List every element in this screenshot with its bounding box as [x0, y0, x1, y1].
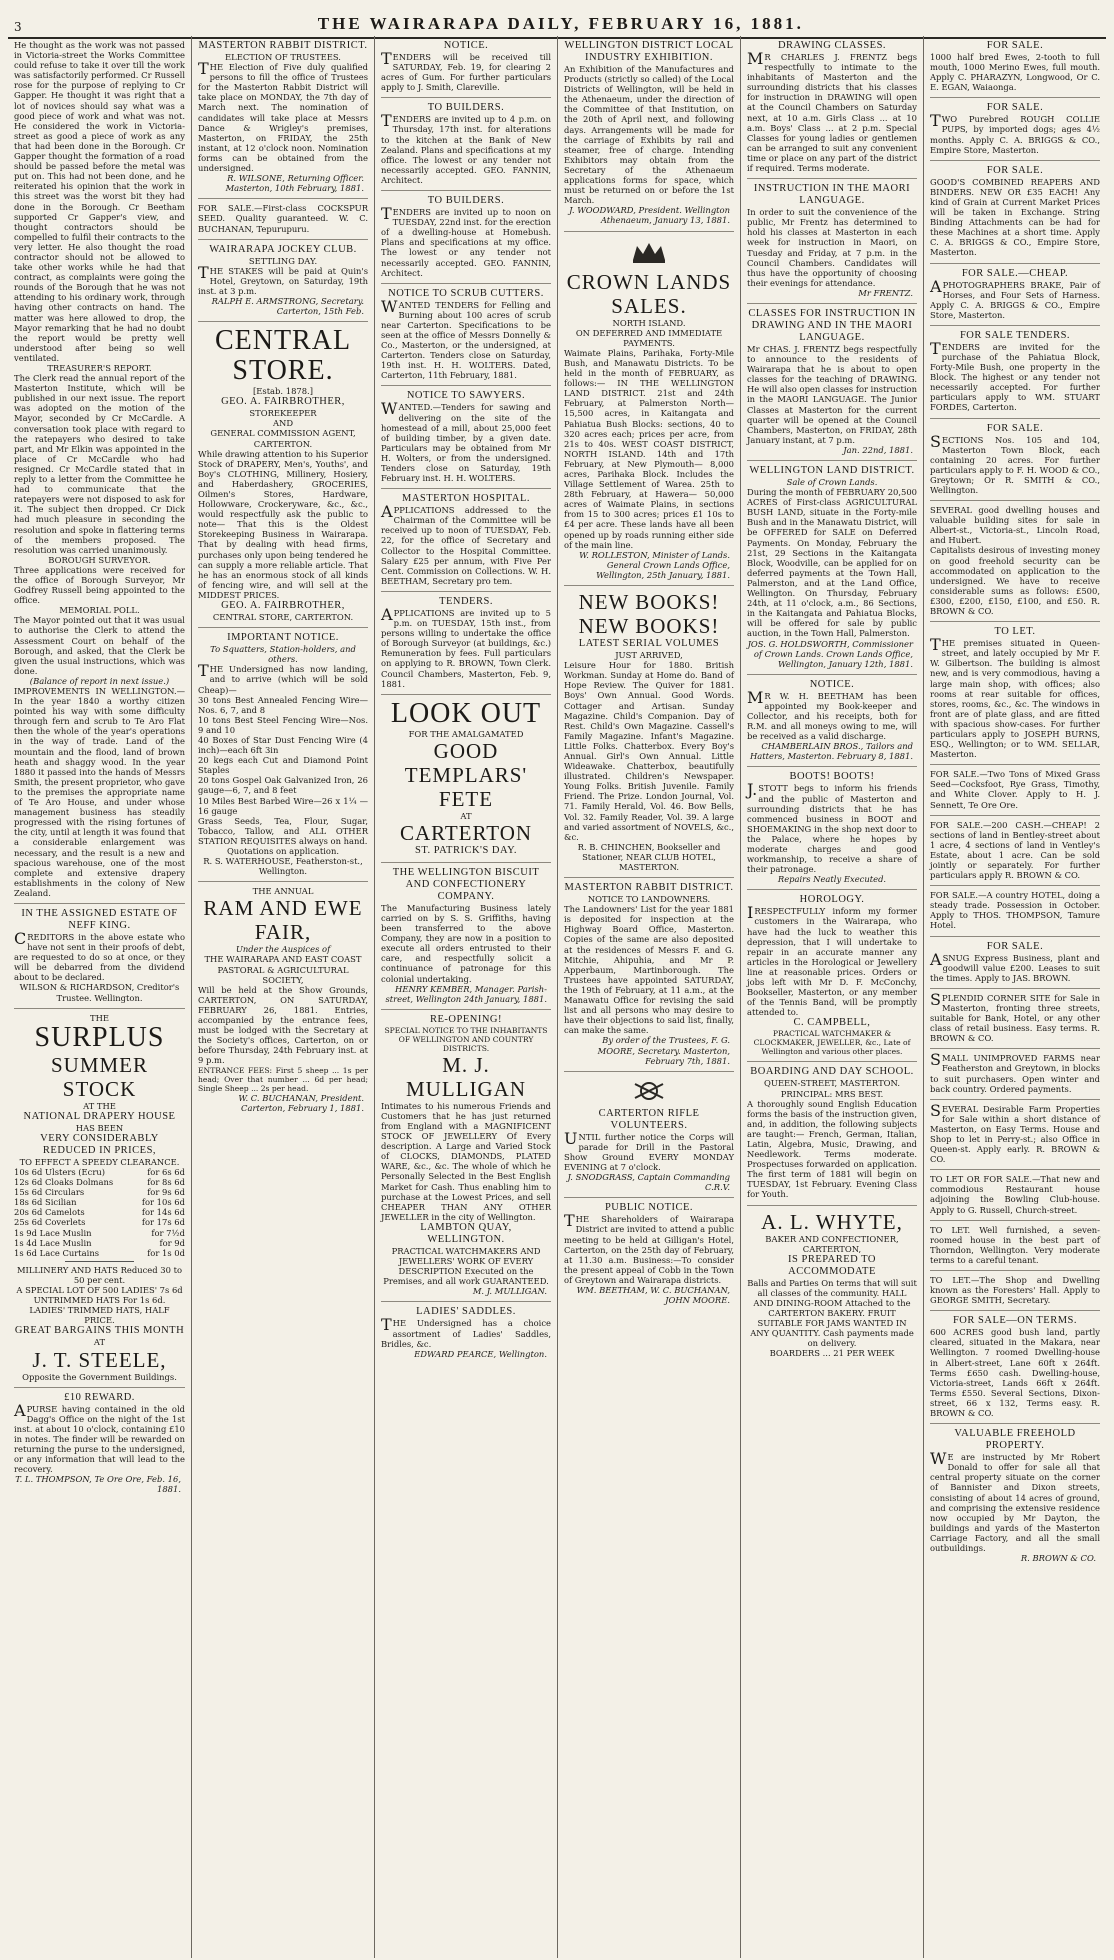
- ad-role: BAKER AND CONFECTIONER, CARTERTON,: [765, 1233, 899, 1254]
- ad-and: AND: [272, 418, 294, 429]
- ad-title: BOARDING AND DAY SCHOOL.: [750, 1066, 914, 1078]
- divider: [65, 1261, 133, 1262]
- ad-crown-lands: [564, 232, 734, 587]
- ad-title: CROWN LANDS SALES.: [566, 269, 732, 318]
- ad-bargains: GREAT BARGAINS THIS MONTH: [14, 1325, 185, 1337]
- ad-tenders: [381, 592, 551, 695]
- ad-title: NOTICE.: [443, 40, 489, 51]
- price-row: [14, 1248, 185, 1258]
- price-item: 20s 6d Camelots: [14, 1207, 85, 1218]
- ad-note: Repairs Neatly Executed.: [777, 874, 887, 885]
- ad-body: ASNUG Express Business, plant and goodwill value £200. Leases to suit the times. Apply to JAS. BROWN.: [930, 949, 1100, 983]
- ad-address: LAMBTON QUAY, WELLINGTON.: [420, 1221, 512, 1245]
- ad-title: RE-OPENING!: [430, 1013, 502, 1025]
- ad-body: CREDITORS in the above estate who have not sent in their proofs of debt, are requested to do so at once, or they will be debarred from the dividend about to be declared.: [14, 928, 185, 983]
- ad-body: TENDERS will be received till SATURDAY, Feb. 19, for clearing 2 acres of Gum. For further particulars apply to J. Smith, Clareville.: [381, 49, 551, 93]
- ad-body: MR W. H. BEETHAM has been appointed my Book-keeper and Collector, and his receipts, both for R.M. and all moneys owing to me, will be received as a valid discharge.: [747, 687, 917, 742]
- ad-subtitle: SPECIAL NOTICE TO THE INHABITANTS OF WELLINGTON AND COUNTRY DISTRICTS.: [384, 1025, 548, 1053]
- ad-sale-collie: [930, 98, 1100, 160]
- price-row: [14, 1177, 185, 1187]
- ad-agent: GENERAL COMMISSION AGENT,: [210, 428, 356, 439]
- ad-principal: PRINCIPAL: MRS BEST.: [780, 1088, 884, 1099]
- ad-subtitle: Sale of Crown Lands.: [786, 477, 878, 487]
- ad-foresters-hall: [930, 1271, 1100, 1311]
- ad-grass-seed: [930, 765, 1100, 815]
- ad-signature: CHAMBERLAIN BROS., Tailors and Hatters, Masterton. February 8, 1881.: [749, 741, 913, 762]
- ad-boarding-school: [747, 1062, 917, 1205]
- ad-title: MASTERTON RABBIT DISTRICT.: [198, 40, 368, 51]
- ad-title: CARTERTON RIFLE VOLUNTEERS.: [598, 1107, 700, 1131]
- ad-signature: R. B. CHINCHEN, Bookseller and Stationer, NEAR CLUB HOTEL, MASTERTON.: [577, 841, 721, 872]
- ad-title: LADIES' SADDLES.: [416, 1306, 516, 1318]
- ad-body: WANTED.—Tenders for sawing and delivering on the site of the homestead of a mill, about 25,000 feet of building timber, by a given date. Particulars may be obtained from Mr H. Wolters, or from the undersigned. Tenders close on Saturday, 19th February inst. H. H. WOLTERS.: [381, 399, 551, 484]
- price-row: [14, 1217, 185, 1227]
- price-value: for 8s 6d: [147, 1177, 185, 1188]
- ad-body: 1000 half bred Ewes, 2-tooth to full mouth, 1000 Merino Ewes, full mouth. Apply C. PHARAZYN, Longwood, Or C. E. EGAN, Waiaonga.: [930, 52, 1100, 93]
- ad-title: MASTERTON RABBIT DISTRICT.: [564, 882, 734, 894]
- ad-dwelling-houses: [930, 501, 1100, 622]
- newspaper-title: THE WAIRARAPA DAILY, FEBRUARY 16, 1881.: [317, 14, 804, 33]
- ad-house-to-let: [930, 1221, 1100, 1271]
- price-item: 1s 4d Lace Muslin: [14, 1237, 92, 1248]
- ad-signature: R. BROWN & CO.: [1020, 1553, 1096, 1564]
- ad-title: THE WELLINGTON BISCUIT AND CONFECTIONERY COMPANY.: [392, 866, 540, 902]
- column-1: [8, 36, 191, 1958]
- wire-item: 30 tons Best Annealed Fencing Wire—Nos. 6, 7, and 8: [198, 694, 368, 715]
- ad-to-builders-1: [381, 98, 551, 191]
- ad-signature: Mr FRENTZ.: [858, 287, 913, 298]
- article-subhead: TREASURER'S REPORT.: [47, 363, 152, 373]
- ad-signature: J. SNODGRASS, Captain Commanding C.R.V.: [567, 1172, 730, 1193]
- ad-title: TENDERS.: [439, 595, 493, 607]
- ad-central-store: [198, 322, 368, 628]
- ad-scrub-cutters: [381, 284, 551, 387]
- ad-society: THE WAIRARAPA AND EAST COAST PASTORAL & AGRICULTURAL SOCIETY,: [204, 954, 362, 985]
- ad-unimproved-farms: [930, 1049, 1100, 1099]
- ad-body: During the month of FEBRUARY 20,500 ACRES of First-class AGRICULTURAL BUSH LAND, situate in the Forty-mile Bush and in the Manawatu District, will be OFFERED for SALE on Deferred Payments. On Monday, February the 21st, 29 Sections in the Kaitangata Block, Woodville, can be applied for on deferred payments at the Town Hall, Palmerston, and at the Land Office, Wellington. On Thursday, February 24th, at 11 o'clock, a.m., 86 Sections, in the Kaitangata and Pahiatua Blocks, will be offered for sale by public auction, in the Town Hall, Palmerston.: [747, 487, 917, 639]
- ad-watchmakers: PRACTICAL WATCHMAKERS AND JEWELLERS' WORK OF EVERY DESCRIPTION Executed on the Premises, and all work GUARANTEED.: [383, 1245, 549, 1287]
- ad-classes: [747, 304, 917, 461]
- ad-title: DRAWING CLASSES.: [777, 40, 887, 51]
- ad-body: SEVERAL good dwelling houses and valuable building sites for sale in Albert-st., Victoria-st., Lincoln Road, and Hubert.: [930, 505, 1100, 546]
- price-row: [14, 1238, 185, 1248]
- ad-body: In order to suit the convenience of the public, Mr Frentz has determined to hold his classes at Masterton in each week for instruction in Maori, on Tuesday and Friday, at 7 p.m. in the Council Chambers. Candidates will thus have the opportunity of choosing their evenings for attendance.: [747, 207, 917, 288]
- ad-effect: TO EFFECT A SPEEDY CLEARANCE.: [19, 1156, 180, 1167]
- price-value: for 10s 6d: [141, 1197, 185, 1208]
- ad-subtitle: SETTLING DAY.: [248, 255, 318, 266]
- ad-public-notice: [564, 1198, 734, 1310]
- ad-body: FOR SALE.—A country HOTEL, doing a steady trade. Possession in October. Apply to THOS. THOMPSON, Tamure Hotel.: [930, 890, 1100, 931]
- ad-note: Grass Seeds, Tea, Flour, Sugar, Tobacco, Tallow, and ALL OTHER STATION REQUISITES always on hand.: [198, 815, 368, 846]
- ad-title: TO BUILDERS.: [427, 195, 505, 207]
- ad-kicker: THE: [89, 1012, 109, 1023]
- ad-title: NEW BOOKS! NEW BOOKS!: [578, 590, 720, 639]
- ad-body: Capitalists desirous of investing money on good freehold security can be accommodated on application to the undersigned. We have to receive considerable sums as follows: £500, £300, £200, £150, £100, and £50. R. BROWN & CO.: [930, 545, 1100, 617]
- ad-body: Intimates to his numerous Friends and Customers that he has just returned from England with a MAGNIFICENT STOCK OF JEWELLERY Of Every description. A Large and Varied Stock of CLOCKS, DIAMONDS, PLATED WARE, &c., &c. The whole of which he Personally Selected in the Best English Market for Cash. Thus enabling him to purchase at the Lowest Prices, and sell CHEAPER THAN ANY OTHER JEWELLER in the city of Wellington.: [381, 1100, 551, 1222]
- price-row: [14, 1228, 185, 1238]
- price-item: 1s 9d Lace Muslin: [14, 1227, 92, 1238]
- ad-signature: EDWARD PEARCE, Wellington.: [414, 1348, 547, 1359]
- ad-body: Waimate Plains, Parihaka, Forty-Mile Bush, and Manawatu Districts. To be held in the month of FEBRUARY, as follows:— IN THE WELLINGTON LAND DISTRICT. 21st and 24th February, at Palmerston North— 15,500 acres, in Kaitangata and Pahiatua Bush Blocks: sections, 40 to 320 acres each; prices per acre, from 21s to 40s. WEST COAST DISTRICT, NORTH ISLAND. 14th and 17th February, at New Plymouth— 8,000 acres, Parihaka Block. Includes the Village Settlement of Warea. 25th to 28th February, at Hawera— 50,000 acres of Waimate Plains, in sections from 15 to 300 acres; prices £1 10s to £4 per acre. These lands have all been opened up by roads running either side of the main line.: [564, 347, 734, 550]
- ad-title: CENTRAL STORE.: [214, 325, 352, 387]
- ad-title: WAIRARAPA JOCKEY CLUB.: [209, 243, 357, 255]
- price-value: for 17s 6d: [141, 1217, 185, 1228]
- ad-body: MR CHARLES J. FRENTZ begs respectfully to intimate to the inhabitants of Masterton and the surrounding districts that his classes for instruction in DRAWING will open at the Council Chambers on Saturday next, at 10 a.m. Girls Class ... at 10 a.m. Boys' Class ... at 2 p.m. Special Classes for young ladies or gentlemen can be arranged to suit any convenient time or place on any part of the district if required. Terms moderate.: [747, 49, 917, 174]
- ad-body: FOR SALE.—200 CASH.—CHEAP! 2 sections of land in Bentley-street about 1 acre, 4 sections of land in Ventley's Estate, about 1 acre. Can be sold jointly or separately. For further particulars apply R. BROWN & CO.: [930, 819, 1100, 881]
- ad-templars-fete: [381, 695, 551, 863]
- ad-subtitle: ELECTION OF TRUSTEES.: [225, 52, 341, 62]
- ad-freehold-property: [930, 1424, 1100, 1568]
- ad-body: TENDERS are invited up to noon on TUESDAY, 22nd inst. for the erection of a dwelling-house at Homebush. Plans and specifications at my office. The lowest or any tender not necessarily accepted. GEO. FANNIN, Architect.: [381, 204, 551, 278]
- ad-sale-cheap: [930, 816, 1100, 887]
- ad-millinery: MILLINERY AND HATS Reduced 30 to 50 per cent.: [16, 1264, 183, 1285]
- ad-mulligan-jeweller: [381, 1010, 551, 1303]
- ad-title: FOR SALE.—CHEAP.: [961, 267, 1069, 279]
- ad-body: TO LET.—The Shop and Dwelling known as the Foresters' Hall. Apply to GEORGE SMITH, Secretary.: [930, 1275, 1100, 1306]
- ad-title: FOR SALE TENDERS.: [959, 329, 1071, 341]
- price-value: for 6s 6d: [147, 1167, 185, 1177]
- ad-reward: [14, 1388, 185, 1500]
- ad-subtitle: NOTICE TO LANDOWNERS.: [587, 894, 711, 905]
- ad-new-books: [564, 586, 734, 878]
- price-item: 12s 6d Cloaks Dolmans: [14, 1177, 114, 1188]
- article-body: The Clerk read the annual report of the Masterton Institute, which will be published in our next issue. The report was adopted on the motion of the Mayor, seconded by Cr McCardle. A conversation took place with regard to the ratepayers who desired to take part, and Mr Elkin was appointed in the place of Cr McCardle who had resigned. Cr McCardle stated that in reply to a letter from the Committee he had to communicate that the ratepayers were not disposed to ask for it. The subject then dropped. Cr Dick had much pleasure in seconding the resolution and spoke in flattering terms of the members proposed. The resolution was carried unanimously.: [14, 373, 185, 555]
- ad-body: The Manufacturing Business lately carried on by S. S. Griffiths, having been transferred to the above Company, they are now in a position to execute all orders entrusted to their care, and respectfully solicit a continuance of patronage for this colonial undertaking.: [381, 902, 551, 984]
- ad-town: CARTERTON.: [253, 438, 313, 449]
- ad-signature: R. S. WATERHOUSE, Featherston-st., Wellington.: [203, 856, 363, 877]
- ad-body: SEVERAL Desirable Farm Properties for Sale within a short distance of Masterton, on Easy Terms. House and Shop to let in Perry-st.; also Office in Queen-st. Apply early. R. BROWN & CO.: [930, 1100, 1100, 1165]
- ad-horology: [747, 890, 917, 1062]
- ad-kicker: AT: [460, 810, 472, 821]
- ad-body: TO LET. Well furnished, a seven-roomed house in the best part of Thorndon, Wellington. Very moderate terms to a careful tenant.: [930, 1224, 1100, 1265]
- ad-body: SPLENDID CORNER SITE for Sale in Masterton, fronting three streets, suitable for Bank, Hotel, or any other class of retail business. Easy terms. R. BROWN & CO.: [930, 989, 1100, 1044]
- ad-address: Opposite the Government Buildings.: [22, 1371, 177, 1382]
- ad-owner: GEO. A. FAIRBROTHER,: [221, 396, 345, 408]
- ad-body: Balls and Parties On terms that will suit all classes of the community. HALL AND DINING-ROOM Attached to the CARTERTON BAKERY. FRUIT SUITABLE FOR JAMS WANTED IN ANY QUANTITY. Cash payments made on delivery.: [747, 1277, 917, 1349]
- ad-established: [Estab. 1878.]: [253, 386, 313, 397]
- ad-signature: JOS. G. HOLDSWORTH, Commissioner of Crown Lands. Crown Lands Office, Wellington, January 12th, 1881.: [747, 638, 913, 669]
- price-value: for 1s 0d: [147, 1247, 185, 1258]
- ad-boarders: BOARDERS ... 21 PER WEEK: [769, 1348, 895, 1359]
- ad-sale-on-terms: [930, 1311, 1100, 1424]
- ad-to-builders-2: [381, 191, 551, 284]
- ad-signature: R. WILSONE, Returning Officer. Masterton, 10th February, 1881.: [225, 173, 364, 194]
- ad-title: NOTICE TO SAWYERS.: [406, 390, 526, 402]
- wire-item: 10 Miles Best Barbed Wire—26 x 1¼ —16 gauge: [198, 795, 368, 816]
- ad-title: NOTICE.: [809, 678, 855, 690]
- ad-ladies-saddles: [381, 1302, 551, 1363]
- ad-address: CENTRAL STORE, CARTERTON.: [212, 612, 354, 623]
- ad-body: WE are instructed by Mr Robert Donald to offer for sale all that central property situate on the corner of Bannister and Dixon streets, consisting of about 14 acres of ground, and comprising the extensive residence now occupied by Mr Dayton, the buildings and yards of the Masterton Carriage Factory, and all the small outbuildings.: [930, 1449, 1100, 1553]
- ad-title: PUBLIC NOTICE.: [604, 1202, 694, 1214]
- ad-body: TO LET OR FOR SALE.—That new and commodious Restaurant house adjoining the Bowling Club-house. Apply to G. Russell, Church-street.: [930, 1174, 1100, 1215]
- ad-special-lot: A SPECIAL LOT OF 500 LADIES' 7s 6d UNTRIMMED HATS For 1s 6d.: [16, 1285, 183, 1306]
- ad-body: FOR SALE.—First-class COCKSPUR SEED. Quality guaranteed. W. C. BUCHANAN, Tepurupuru.: [198, 203, 368, 234]
- ad-body: 600 ACRES good bush land, partly cleared, situated in the Makara, near Wellington. 7 roomed Dwelling-house in Albert-street, Lane 60ft x 264ft. Terms £650 cash. Dwelling-house, Victoria-street, Lands 66ft x 264ft. Terms £550. Several Sections, Dixon-street, 66 x 132, Terms easy. R. BROWN & CO.: [930, 1327, 1100, 1419]
- article-body: He thought as the work was not passed in Victoria-street the Works Committee could refuse to take it over till the work was satisfactorily performed. Cr Russell rose for the purpose of replying to Cr Gapper. He thought it was right that a lot of novices should say what was a good piece of work and what was not. He considered the work in Victoria-street as good a piece of work as any that had been done in the Borough. Cr Gapper thought the formation of a road should be passed before the metal was put on. This had not been done, and he reiterated his opinion that the work in this street was the worst bit they had done in the Borough. Cr Beetham supported Cr Gapper's view, and thought contractors should be compelled to fulfil their contracts to the very letter. He also thought the road contractor should not be allowed to take other works while he had that contract, as complaints were going the rounds of the Borough that he was not attending to his ordinary work, through having other contracts on hand. The matter was here allowed to drop, the Mayor remarking that he had no doubt the report would be pretty well understood after being so well ventilated.: [14, 40, 185, 363]
- ad-title: FOR SALE—ON TERMS.: [952, 1315, 1078, 1327]
- ad-body: An Exhibition of the Manufactures and Products (strictly so called) of the Local Districts of Wellington, will be held in the Athenaeum, under the direction of the Committee of that Institution, on the 20th of April next, and following days. Arrangements will be made for the carriage of Exhibits by rail and steamer, free of charge. Intending Exhibitors may obtain from the Secretary of the Athenaeum applications forms for space, which must be returned on or before the 1st March.: [564, 64, 734, 206]
- ad-body: THE STAKES will be paid at Quin's Hotel, Greytown, on Saturday, 19th inst. at 3 p.m.: [198, 262, 368, 296]
- ad-subtitle: To Squatters, Station-holders, and others.: [210, 644, 356, 665]
- price-value: for 14s 6d: [141, 1207, 185, 1218]
- price-list: [14, 1167, 185, 1258]
- article-body: The Mayor pointed out that it was usual to authorise the Clerk to attend the Assessment Court on behalf of the Borough, and asked, that the Clerk be given the usual instructions, which was done.: [14, 615, 185, 676]
- ad-rabbit-landowners: [564, 878, 734, 1072]
- ad-title: FOR SALE.: [986, 164, 1044, 176]
- ad-title: LOOK OUT: [390, 697, 542, 729]
- ad-body: UNTIL further notice the Corps will parade for Drill in the Pastoral Show Ground EVERY MONDAY EVENING at 7 o'clock.: [564, 1128, 734, 1173]
- ad-kicker: AT: [93, 1337, 106, 1348]
- columns: [8, 36, 1106, 1958]
- ad-title: IN THE ASSIGNED ESTATE OF NEFF KING.: [21, 907, 178, 931]
- ad-body: THE Undersigned has now landing, and to arrive (which will be sold Cheap)—: [198, 661, 368, 695]
- ad-sale-brake: [930, 264, 1100, 326]
- ad-sale-reapers: [930, 161, 1100, 264]
- ad-title: FOR SALE.: [986, 940, 1044, 952]
- ad-title: VALUABLE FREEHOLD PROPERTY.: [954, 1428, 1076, 1452]
- crown-icon: [564, 240, 734, 266]
- ad-notice-bookkeeper: [747, 675, 917, 768]
- ad-reduced: VERY CONSIDERABLY REDUCED IN PRICES,: [40, 1132, 159, 1156]
- price-value: for 9s 6d: [147, 1187, 185, 1198]
- ad-body: APHOTOGRAPHERS BRAKE, Pair of Horses, and Four Sets of Harness. Apply C. A. BRIGGS & CO., Empire Store, Masterton.: [930, 276, 1100, 320]
- column-2: [191, 36, 374, 1958]
- ad-merchant: A. L. WHYTE,: [761, 1209, 903, 1234]
- ad-industry-exhibition: [564, 36, 734, 232]
- ad-signature: M. J. MULLIGAN.: [472, 1286, 547, 1297]
- ad-body: SECTIONS Nos. 105 and 104, Masterton Town Block, each containing 20 acres. For further particulars apply to F. H. WOOD & CO., Greytown; Or R. SMITH & CO., Wellington.: [930, 431, 1100, 495]
- ad-subtitle: SUMMER STOCK: [50, 1052, 149, 1101]
- ad-cockspur-seed: [198, 199, 368, 239]
- ad-body: While drawing attention to his Superior Stock of DRAPERY, Men's, Youths', and Boy's CLOTHING, Millinery, Hosiery, and Haberdashery, GROCERIES, Oilmen's Stores, Hardware, Hollowware, Crockeryware, &c., &c., would respectfully ask the public to note— That this is the Oldest Storekeeping Business in Wairarapa. That by dealing with head firms, purchases only upon being tendered he can supply a more reliable article. That he has an enormous stock of all kinds of fencing wire, and will sell at the MIDDEST PRICES.: [198, 448, 368, 600]
- ad-title: WELLINGTON DISTRICT LOCAL INDUSTRY EXHIBITION.: [564, 40, 734, 63]
- ad-signature: RALPH E. ARMSTRONG, Secretary. Carterton, 15th Feb.: [211, 295, 364, 317]
- ad-subtitle: LATEST SERIAL VOLUMES: [578, 638, 720, 650]
- ad-body: GOOD'S COMBINED REAPERS AND BINDERS. NEW OR £35 EACH! Any kind of Grain at Current Market Prices will be taken in Exchange. String Binding Attachments can be had for these Machines at a short time. Apply C. A. BRIGGS & CO., Empire Store, Masterton.: [930, 176, 1100, 258]
- ad-body: TENDERS are invited for the purchase of the Pahiatua Block, Forty-Mile Bush, one property in the Block. The highest or any tender not necessarily accepted. For further particulars apply to WM. STUART FORDES, Carterton.: [930, 338, 1100, 413]
- ad-signature: WM. BEETHAM, W. C. BUCHANAN, JOHN MOORE.: [576, 1285, 730, 1306]
- ad-whyte-baker: [747, 1206, 917, 1364]
- ad-quote: Quotations on application.: [226, 846, 340, 856]
- ad-terms: ON DEFERRED AND IMMEDIATE PAYMENTS.: [575, 327, 723, 348]
- column-5: [740, 36, 923, 1958]
- page-number: 3: [14, 20, 22, 34]
- wire-item: 10 tons Best Steel Fencing Wire—Nos. 9 and 10: [198, 714, 368, 735]
- ad-body: FOR SALE.—Two Tons of Mixed Grass Seed—Cocksfoot, Rye Grass, Timothy, and White Clover. Apply to H. J. Sennett, Te Ore Ore.: [930, 769, 1100, 810]
- ad-body: SMALL UNIMPROVED FARMS near Featherston and Greytown, in blocks to suit purchasers. Open winter and back country. Ordered payments.: [930, 1050, 1100, 1094]
- ad-body: IRESPECTFULLY inform my former customers in the Wairarapa, who have had the luck to weather this depression, that I will undertake to repair in an accurate manner any articles in the Horological or Jewellery line at reasonable prices. Orders or jobs left with Mr D. F. McConchy, Bookseller, Masterton, or any member of the Tennis Band, will be promptly attended to.: [747, 903, 917, 1018]
- article-subhead: BOROUGH SURVEYOR.: [48, 554, 151, 565]
- ad-title: FOR SALE.: [986, 40, 1044, 51]
- ad-title: £10 REWARD.: [64, 1391, 135, 1403]
- ad-restaurant-to-let: [930, 1170, 1100, 1220]
- ad-house: NATIONAL DRAPERY HOUSE: [23, 1110, 176, 1122]
- ad-body: APPLICATIONS addressed to the Chairman of the Committee will be received up to noon of TUESDAY, Feb. 22, for the office of Secretary and Collector to the Hospital Committee. Salary £25 per annum, with Five Per Cent. Commission on Collections. W. H. BEETHAM, Secretary pro tem.: [381, 502, 551, 586]
- ad-jockey-club: [198, 240, 368, 323]
- ad-drawing-classes: [747, 36, 917, 179]
- ad-land-district: [747, 461, 917, 675]
- ad-body: Leisure Hour for 1880. British Workman. Sunday at Home do. Band of Hope Review. The Quiver for 1881. Boys' Own Annual. Good Words. Cottager and Artisan. Sunday Magazine. Child's Companion. Day of Rest. Child's Own Magazine. Cassell's Family Magazine. Infant's Magazine. Little Folks. Chatterbox. Every Boy's Annual. Girl's Own Annual. Little Wideawake. Chatterbox, beautifully illustrated. Children's Newspaper. Young Folks. British Juvenile. Family Friend. The Prize. London Journal, Vol. 71. Family Herald, Vol. 46. Bow Bells, Vol. 32. Family Reader, Vol. 39. A large and varied assortment of NOVELS, &c., &c.: [564, 660, 734, 842]
- ad-farm-properties: [930, 1100, 1100, 1171]
- ad-subtitle: QUEEN-STREET, MASTERTON.: [764, 1078, 900, 1089]
- ad-subtitle: NORTH ISLAND.: [612, 317, 686, 328]
- ad-signature: W. ROLLESTON, Minister of Lands. General Crown Lands Office, Wellington, 25th January, 1881.: [579, 549, 730, 580]
- ad-kicker: THE ANNUAL: [252, 886, 314, 897]
- ad-title: CLASSES FOR INSTRUCTION IN DRAWING AND IN THE MAORI LANGUAGE.: [748, 307, 916, 343]
- ad-body: Will be held at the Show Grounds, CARTERTON, ON SATURDAY, FEBRUARY 26, 1881. Entries, accompanied by the entrance fees, must be lodged with the Secretary at the Society's offices, Carterton, on or before Thursday, 24th February inst. at 9 p.m.: [198, 984, 368, 1066]
- ad-town: CARTERTON: [399, 820, 533, 845]
- ad-title: INSTRUCTION IN THE MAORI LANGUAGE.: [753, 183, 911, 207]
- ad-ram-ewe-fair: [198, 882, 368, 1117]
- ad-date: ST. PATRICK'S DAY.: [415, 844, 517, 856]
- price-item: 25s 6d Coverlets: [14, 1217, 86, 1228]
- rifle-crest-graphic: [632, 1080, 666, 1102]
- ad-kicker: FOR THE AMALGAMATED: [408, 728, 524, 739]
- ad-under: Under the Auspices of: [235, 944, 331, 955]
- ad-body: J.STOTT begs to inform his friends and the public of Masterton and surrounding districts that he has commenced business in BOOT and SHOEMAKING in the shop next door to the Palace, where he hopes by moderate charges and good workmanship, to receive a share of their patronage.: [747, 780, 917, 875]
- column-4: [557, 36, 740, 1958]
- ad-body: THE Undersigned has a choice assortment of Ladies' Saddles, Bridles, &c.: [381, 1315, 551, 1349]
- price-item: 1s 6d Lace Curtains: [14, 1247, 100, 1258]
- ad-signature: GEO. A. FAIRBROTHER,: [221, 600, 345, 612]
- ad-body: The Landowners' List for the year 1881 is deposited for inspection at the Highway Board Office, Masterton. Copies of the same are also deposited at the residences of Messrs F. and G. Mitchie, Ahipuhia, and Mr P. Apperbaum, Martinborough. The Trustees have appointed SATURDAY, the 19th of February, at 11 a.m., at the Manawatu Office for revising the said list and all persons who may desire to have their objections to said list, finally, can make the same.: [564, 904, 734, 1036]
- ad-to-let-premises: [930, 622, 1100, 765]
- price-row: [14, 1207, 185, 1217]
- ad-corner-site: [930, 989, 1100, 1049]
- price-row: [14, 1197, 185, 1207]
- wire-item: 40 Boxes of Star Dust Fencing Wire (4 inch)—each 6ft 3in: [198, 734, 368, 756]
- ad-kicker: AT THE: [83, 1100, 116, 1111]
- ad-role: PRACTICAL WATCHMAKER & CLOCKMAKER, JEWELLER, &c., Late of Wellington and various other places.: [753, 1029, 911, 1057]
- column-3: [374, 36, 557, 1958]
- ad-title: RAM AND EWE FAIR,: [203, 896, 363, 945]
- ad-role: STOREKEEPER: [249, 408, 317, 419]
- ad-signature: WILSON & RICHARDSON, Creditor's Trustee. Wellington.: [19, 982, 180, 1003]
- article-note: (Balance of report in next issue.): [29, 675, 170, 686]
- wire-item: 20 kegs each Cut and Diamond Point Staples: [198, 755, 368, 776]
- ad-signature: By order of the Trustees, F. G. MOORE, Secretary. Masterton, February 7th, 1881.: [597, 1035, 730, 1066]
- price-value: for 9d: [159, 1237, 185, 1248]
- ad-notice-gum: [381, 36, 551, 98]
- ad-title: IMPORTANT NOTICE.: [227, 632, 339, 644]
- ad-title: FOR SALE.: [986, 422, 1044, 434]
- ad-title: HOROLOGY.: [799, 894, 865, 906]
- ad-maori-instruction: [747, 179, 917, 304]
- ad-signature: T. L. THOMPSON, Te Ore Ore, Feb. 16, 1881.: [15, 1474, 181, 1495]
- ad-rifle-volunteers: [564, 1072, 734, 1199]
- ad-merchant: M. J. MULLIGAN: [406, 1052, 526, 1101]
- article-subhead: MEMORIAL POLL.: [59, 605, 140, 616]
- ad-body: APURSE having contained in the old Dagg's Office on the night of the 1st inst. at about 10 o'clock, containing £10 in notes. The finder will be rewarded on returning the purse to the undersigned, or any information that will lead to the recovery.: [14, 1400, 185, 1475]
- ad-title: TO BUILDERS.: [427, 102, 505, 114]
- ad-body: A thoroughly sound English Education forms the basis of the instruction given, and, in addition, the following subjects are taught:— French, German, Italian, Latin, Algebra, Music, Drawing, and Needlework. Terms moderate. Prospectuses forwarded on application. The first term of 1881 will begin on TUESDAY, 1st February. Evening Class for Youth.: [747, 1098, 917, 1200]
- ad-kicker: JUST ARRIVED,: [615, 650, 683, 661]
- ad-title: FOR SALE.: [986, 102, 1044, 114]
- ad-title: TO LET.: [994, 626, 1036, 638]
- ad-sale-sections: [930, 419, 1100, 502]
- ad-important-notice: [198, 628, 368, 882]
- ad-title: WELLINGTON LAND DISTRICT.: [749, 465, 915, 476]
- ad-title: MASTERTON HOSPITAL.: [401, 493, 530, 505]
- ad-signature: HENRY KEMBER, Manager. Parish-street, Wellington 24th January, 1881.: [385, 983, 547, 1004]
- rifle-crest-icon: [564, 1080, 734, 1104]
- ad-body: WANTED TENDERS for Felling and Burning about 100 acres of scrub near Carterton. Specifications to be seen at the office of Messrs Donnelly & Co., Masterton, or the undersigned, at Carterton. Tenders close on Saturday, 19th inst. H. H. WOLTERS. Dated, Carterton, 11th February, 1881.: [381, 296, 551, 381]
- crown-icon-graphic: [629, 240, 669, 264]
- ad-hospital: [381, 489, 551, 592]
- ad-boots: [747, 767, 917, 890]
- ad-fees: ENTRANCE FEES: First 5 sheep ... 1s per head; Over that number ... 6d per head; Single Sheep ... 2s per head.: [198, 1065, 368, 1093]
- ad-rabbit-election: [198, 36, 368, 199]
- price-row: [14, 1167, 185, 1177]
- ad-assigned-estate: [14, 904, 185, 1009]
- article-body: IMPROVEMENTS IN WELLINGTON.—In the year 1840 a worthy citizen pointed his way with some difficulty through fern and scrub to Te Aro Flat then the whole of the year's operations in the way of trade. Land of the mountain and the flood, land of brown heath and shaggy wood. In the year 1880 it passed into the hands of Messrs Smith, the present proprietor, who gave to the premises the appropriate name of Te Aro House, and under whose management business has steadily progressed with the rising fortunes of the city, until at length it was found that a considerable enlargement was necessary, and the result is a new and spacious warehouse, one of the most complete and extensive drapery establishments in the colony of New Zealand.: [14, 686, 185, 898]
- ad-merchant: J. T. STEELE,: [32, 1347, 167, 1372]
- ad-prepared: IS PREPARED TO ACCOMMODATE: [788, 1253, 876, 1277]
- ad-body: TENDERS are invited up to 4 p.m. on Thursday, 17th inst. for alterations to the kitchen at the Bank of New Zealand. Plans and specifications at my office. The lowest or any tender not necessarily accepted. GEO. FANNIN, Architect.: [381, 111, 551, 185]
- ad-body: Mr CHAS. J. FRENTZ begs respectfully to announce to the residents of Wairarapa that he is about to open classes for the teaching of DRAWING. He will also open classes for instruction in the MAORI LANGUAGE. The Junior Classes at Masterton for the current quarter will be opened at the Council Chambers, Masterton, on FRIDAY, 28th January instant, at 7 p.m.: [747, 343, 917, 445]
- price-value: for 7½d: [151, 1227, 185, 1238]
- ad-signature: C. CAMPBELL,: [793, 1017, 871, 1029]
- ad-body: THE premises situated in Queen-street, and lately occupied by Mr F. W. Gilbertson. The building is almost new, and is very commodious, having a large main shop, with offices; also rooms at rear suitable for offices, stores, rooms, &c., &c. The windows in front are of plate glass, and are fitted with spacious show-cases. For further particulars apply to JOSEPH BURNS, ESQ., Wellington; or to WM. SELLAR, Masterton.: [930, 635, 1100, 760]
- ad-biscuit-company: [381, 863, 551, 1010]
- ad-title: BOOTS! BOOTS!: [789, 771, 875, 783]
- price-item: 18s 6d Sicilian: [14, 1197, 77, 1208]
- ad-signature: Jan. 22nd, 1881.: [843, 444, 913, 455]
- ad-sale-hotel: [930, 886, 1100, 936]
- ad-express-business: [930, 937, 1100, 989]
- price-item: 15s 6d Circulars: [14, 1187, 85, 1198]
- price-item: 10s 6d Ulsters (Ecru): [14, 1167, 106, 1177]
- article-body: Three applications were received for the office of Borough Surveyor, Mr Godfrey Russell being appointed to the office.: [14, 564, 185, 606]
- ad-surplus-stock: [14, 1009, 185, 1388]
- ad-templars: GOOD TEMPLARS' FETE: [404, 738, 528, 811]
- ad-title: SURPLUS: [34, 1021, 165, 1053]
- ad-signature: W. C. BUCHANAN, President. Carterton, February 1, 1881.: [238, 1092, 364, 1113]
- article-council-report: [14, 36, 185, 904]
- ad-title: NOTICE TO SCRUB CUTTERS.: [388, 287, 544, 299]
- ad-sale-tenders: [930, 326, 1100, 419]
- ad-kicker: HAS BEEN: [75, 1122, 124, 1133]
- ad-sawyers: [381, 386, 551, 489]
- masthead: [8, 6, 1106, 39]
- ad-trimmed: LADIES' TRIMMED HATS, HALF PRICE.: [29, 1305, 170, 1326]
- wire-item: 20 tons Gospel Oak Galvanized Iron, 26 gauge—6, 7, and 8 feet: [198, 775, 368, 796]
- ad-body: TWO Purebred ROUGH COLLIE PUPS, by imported dogs; ages 4½ months. Apply C. A. BRIGGS & CO., Empire Store, Masterton.: [930, 111, 1100, 155]
- ad-body: APPLICATIONS are invited up to 5 p.m. on TUESDAY, 15th inst., from persons willing to undertake the office of Borough Surveyor (at buildings, &c.) Remuneration by fees. Full particulars on applying to R. BROWN, Town Clerk. Council Chambers, Masterton, Feb. 9, 1881.: [381, 604, 551, 689]
- ad-sale-ewes: [930, 36, 1100, 98]
- ad-signature: J. WOODWARD, President. Wellington Athenaeum, January 13, 1881.: [569, 205, 730, 226]
- ad-body: THE Shareholders of Wairarapa District are invited to attend a public meeting to be held at Gilligan's Hotel, Carterton, on the 25th day of February, at 11.30 a.m. Business:—To consider the present appeal of Cobb in the Town of Greytown and Wairarapa districts.: [564, 1211, 734, 1285]
- price-row: [14, 1187, 185, 1197]
- column-6: [923, 36, 1106, 1958]
- ad-body: THE Election of Five duly qualified persons to fill the office of Trustees for the Masterton Rabbit District will take place on MONDAY, the 7th day of March next. The nomination of candidates will take place at Messrs Dance & Wrigley's premises, Masterton, on FRIDAY, the 25th instant, at 12 o'clock noon. Nomination forms can be obtained from the undersigned.: [198, 59, 368, 174]
